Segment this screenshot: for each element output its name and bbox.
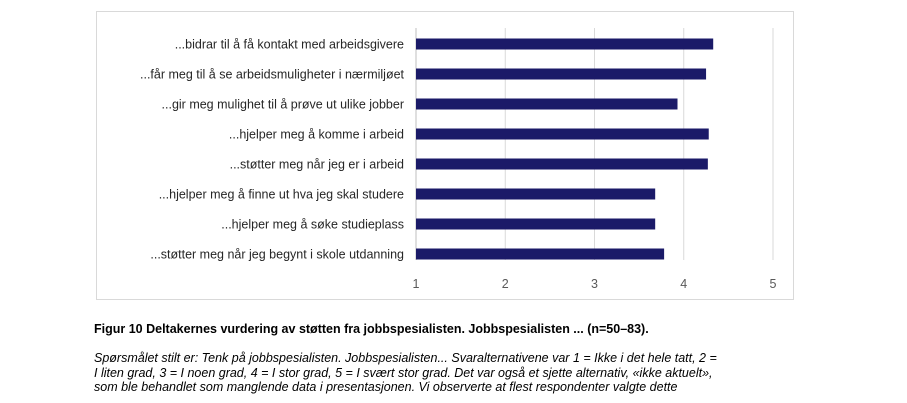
figure-note [94, 351, 814, 395]
bar [416, 69, 706, 80]
bar [416, 219, 655, 230]
category-label: ...får meg til å se arbeidsmuligheter i nærmiljøet [140, 67, 404, 82]
category-label: ...støtter meg når jeg begynt i skole utdanning [150, 247, 404, 262]
bar [416, 99, 678, 110]
bar-chart [97, 12, 795, 301]
bar [416, 39, 713, 50]
category-label: ...støtter meg når jeg er i arbeid [229, 157, 404, 172]
x-tick-label: 3 [591, 277, 598, 291]
category-label: ...bidrar til å få kontakt med arbeidsgivere [174, 37, 404, 52]
bar [416, 189, 655, 200]
x-tick-label: 5 [769, 277, 777, 291]
note-line: som ble behandlet som manglende data i presentasjonen. Vi observerte at flest respondenter valgte dette [94, 380, 678, 394]
category-label: ...gir meg mulighet til å prøve ut ulike jobber [161, 97, 404, 112]
note-line: Spørsmålet stilt er: Tenk på jobbspesialisten. Jobbspesialisten... Svaralternativene var 1 = Ikke i det hele tatt, 2 = [94, 351, 717, 365]
chart-container [96, 11, 794, 300]
bar [416, 129, 709, 140]
x-tick-label: 1 [412, 277, 420, 291]
x-tick-label: 4 [680, 277, 688, 291]
note-line: I liten grad, 3 = I noen grad, 4 = I stor grad, 5 = I svært stor grad. Det var også et sjette alternativ, «ikke aktuelt», [94, 365, 713, 380]
bar [416, 249, 664, 260]
bar [416, 159, 708, 170]
x-tick-label: 2 [501, 277, 509, 291]
figure-caption: Figur 10 Deltakernes vurdering av støtten fra jobbspesialisten. Jobbspesialisten ... (n=50–83). [94, 322, 649, 336]
category-label: ...hjelper meg å komme i arbeid [228, 127, 404, 142]
category-label: ...hjelper meg å søke studieplass [221, 217, 404, 232]
category-label: ...hjelper meg å finne ut hva jeg skal studere [158, 187, 404, 202]
